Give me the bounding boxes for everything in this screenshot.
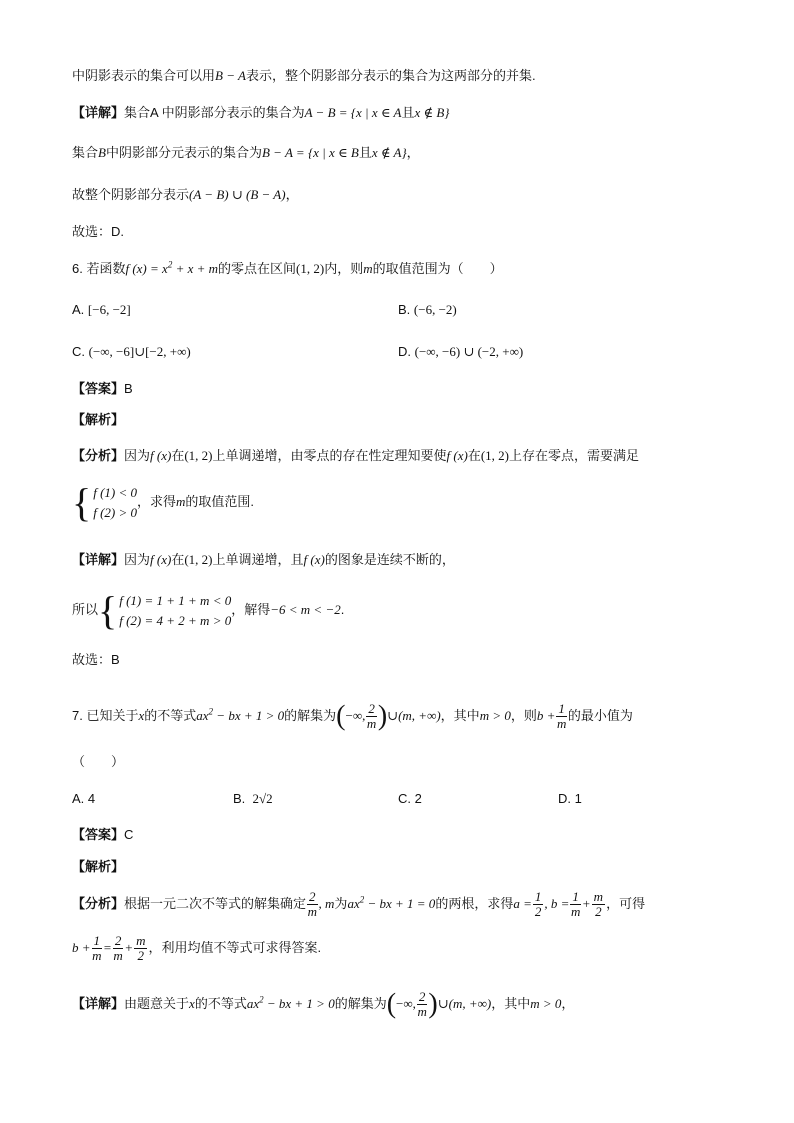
denominator: m	[556, 716, 567, 731]
analysis-tag: 【解析】	[72, 412, 125, 427]
paragraph-set-b	[72, 143, 420, 163]
answer-tag: 【答案】	[72, 381, 125, 396]
math-expression: A − B = {x | x ∈ A	[304, 105, 402, 120]
option-value: (−∞, −6) ∪ (−2, +∞)	[414, 344, 524, 359]
option-value: 2	[414, 791, 422, 806]
text: 故选：B	[72, 652, 120, 667]
numerator: 2	[309, 889, 316, 904]
paragraph-detail-set-a	[72, 103, 450, 123]
math-expression: (1, 2)	[296, 261, 325, 276]
fraction	[592, 890, 605, 919]
option-value: 4	[87, 791, 96, 806]
denominator: m	[417, 1004, 427, 1019]
paragraph-choose-d	[72, 222, 124, 242]
math-expression: x	[189, 995, 195, 1011]
exponent: 2	[167, 259, 173, 270]
text: 且	[358, 145, 372, 160]
text: 由题意关于	[124, 995, 190, 1011]
math-expression: −6 < m < −2	[270, 602, 341, 617]
text: ，其中	[491, 995, 531, 1011]
question-6-option-d	[398, 342, 523, 362]
denominator: m	[113, 948, 123, 963]
text: 集合	[72, 145, 99, 160]
question-7-fenxi-cont	[72, 934, 321, 963]
fraction	[417, 990, 428, 1019]
text: 为	[334, 895, 348, 911]
detail-tag: 【详解】	[72, 552, 125, 567]
brace-icon: {	[72, 479, 92, 525]
numerator: 1	[558, 701, 565, 716]
denominator: m	[570, 904, 581, 919]
text: ，其中	[440, 707, 480, 723]
question-6-answer	[72, 379, 133, 399]
question-7-option-c	[398, 789, 422, 809]
math-expression: −∞,	[396, 995, 416, 1011]
exponent: 2	[259, 994, 264, 1005]
text: ，	[285, 187, 299, 202]
option-label: C.	[398, 791, 411, 806]
math-expression: (1, 2)	[184, 448, 213, 463]
option-value: 1	[574, 791, 582, 806]
answer-value: C	[124, 827, 134, 842]
text: 中阴影表示的集合可以用	[72, 68, 216, 83]
question-6-fenxi	[72, 446, 639, 466]
text: ，解得	[231, 602, 271, 617]
math-expression: x	[138, 707, 145, 723]
math-expression: + x + m	[172, 261, 219, 276]
option-label: C.	[72, 344, 85, 359]
answer-tag: 【答案】	[72, 827, 125, 842]
paragraph-union-explanation	[72, 66, 536, 86]
fraction	[533, 890, 544, 919]
option-label: D.	[398, 344, 411, 359]
fraction	[92, 934, 103, 963]
text: 上单调递增，由零点的存在性定理知要使	[212, 448, 447, 463]
text: ，可得	[606, 895, 646, 911]
option-label: A.	[72, 302, 85, 317]
question-7-paren	[72, 752, 124, 772]
option-label: A.	[72, 791, 85, 806]
math-expression: f (x)	[150, 552, 172, 567]
question-7-option-b	[233, 789, 273, 809]
option-label: D.	[558, 791, 571, 806]
question-6-choose	[72, 650, 120, 670]
text: 在	[171, 448, 185, 463]
question-6-xiangjie	[72, 550, 455, 570]
paren-icon: (	[336, 700, 346, 732]
text: 上存在零点，需要满足	[509, 448, 640, 463]
fraction	[307, 890, 318, 919]
numerator: m	[136, 933, 146, 948]
question-6-analysis-heading	[72, 410, 124, 430]
math-expression: ax	[246, 995, 260, 1011]
math-expression: b +	[536, 707, 556, 723]
fraction	[556, 702, 567, 731]
math-expression: x ∉ B}	[414, 105, 450, 120]
denominator: 2	[137, 948, 145, 963]
question-7-answer	[72, 825, 133, 845]
option-value: (−6, −2)	[413, 302, 457, 317]
paren-icon: )	[377, 700, 388, 732]
question-7-analysis-heading	[72, 857, 124, 877]
text: 在	[171, 552, 185, 567]
math-expression: − bx + 1 > 0	[263, 995, 335, 1011]
text: 6. 若函数	[72, 261, 126, 276]
numerator: 1	[93, 933, 101, 948]
paragraph-whole-shadow	[72, 185, 299, 205]
text: 的解集为	[334, 995, 387, 1011]
text: 故选：D.	[72, 224, 125, 239]
math-expression: (A − B) ∪ (B − A)	[189, 187, 286, 202]
math-expression: (1, 2)	[480, 448, 510, 463]
numerator: 1	[534, 889, 542, 904]
equation-system	[119, 591, 231, 631]
equation: f (1) < 0	[93, 484, 137, 500]
text: 因为	[124, 552, 151, 567]
question-7-option-d	[558, 789, 582, 809]
option-label: B.	[398, 302, 411, 317]
math-expression: ∪	[387, 707, 399, 723]
text: 的取值范围.	[185, 494, 255, 509]
text: 的解集为	[284, 707, 337, 723]
equation: f (2) = 4 + 2 + m > 0	[119, 612, 232, 628]
option-value: 2√2	[252, 791, 273, 806]
math-expression: m > 0	[530, 995, 562, 1011]
brace-icon: {	[98, 587, 118, 633]
equation-system	[93, 483, 137, 523]
fraction	[134, 934, 147, 963]
math-expression: (m, +∞)	[398, 707, 441, 723]
question-7-stem	[72, 702, 633, 731]
text: 的不等式	[144, 707, 197, 723]
text: 因为	[124, 448, 151, 463]
question-7-option-a	[72, 789, 95, 809]
denominator: m	[366, 716, 377, 731]
detail-tag: 【详解】	[72, 105, 125, 120]
text: 的最小值为	[567, 707, 633, 723]
math-expression: B − A = {x | x ∈ B	[261, 145, 359, 160]
denominator: 2	[595, 904, 602, 919]
math-expression: ax	[196, 707, 209, 723]
fenxi-tag: 【分析】	[72, 448, 125, 463]
numerator: 2	[368, 701, 375, 716]
option-value: (−∞, −6]∪[−2, +∞)	[88, 344, 191, 359]
math-expression: (m, +∞)	[448, 995, 492, 1011]
math-expression: f (x)	[303, 552, 325, 567]
exponent: 2	[208, 706, 214, 717]
math-expression: b +	[72, 939, 91, 955]
text: 故整个阴影部分表示	[72, 187, 190, 202]
text: 内，则	[324, 261, 364, 276]
math-expression: B	[98, 145, 106, 160]
text: 上单调递增，且	[212, 552, 304, 567]
text: ，则	[510, 707, 537, 723]
question-6-system-1	[72, 479, 255, 525]
math-expression: f (x)	[446, 448, 468, 463]
exponent: 2	[359, 894, 365, 905]
math-expression: =	[103, 939, 112, 955]
fenxi-tag: 【分析】	[72, 895, 125, 911]
math-expression: x ∉ A}	[371, 145, 407, 160]
math-expression: m	[176, 494, 186, 509]
text: 7. 已知关于	[72, 707, 139, 723]
fraction	[570, 890, 581, 919]
answer-value: B	[124, 381, 133, 396]
paren-icon: (	[386, 988, 397, 1020]
question-6-stem	[72, 259, 503, 279]
option-label: B.	[233, 791, 246, 806]
math-expression: ∪	[437, 995, 449, 1011]
question-6-option-a	[72, 300, 131, 320]
denominator: m	[307, 904, 317, 919]
fraction	[113, 934, 124, 963]
text: 的取值范围为（ ）	[372, 261, 503, 276]
equation: f (1) = 1 + 1 + m < 0	[119, 592, 232, 608]
text: ，	[561, 995, 575, 1011]
text: ，求得	[137, 494, 177, 509]
question-6-system-2	[72, 587, 345, 633]
denominator: m	[92, 948, 102, 963]
question-6-option-b	[398, 300, 457, 320]
numerator: 2	[418, 989, 426, 1004]
math-expression: −∞,	[345, 707, 366, 723]
option-value: [−6, −2]	[87, 302, 131, 317]
text: 根据一元二次不等式的解集确定	[124, 895, 307, 911]
text: 的图象是连续不断的，	[324, 552, 455, 567]
question-6-option-c	[72, 342, 191, 362]
math-expression: − bx + 1 = 0	[364, 895, 436, 911]
text: 在	[467, 448, 481, 463]
text: .	[340, 602, 345, 617]
text: 集合A 中阴影部分表示的集合为	[124, 105, 305, 120]
math-expression: − bx + 1 > 0	[213, 707, 285, 723]
text: 的两根，求得	[435, 895, 514, 911]
paren-icon: )	[428, 988, 438, 1020]
fraction	[366, 702, 377, 731]
denominator: 2	[534, 904, 542, 919]
question-7-fenxi	[72, 890, 645, 919]
text: 表示，整个阴影部分表示的集合为这两部分的并集.	[245, 68, 536, 83]
text: 的零点在区间	[218, 261, 297, 276]
math-expression: +	[124, 939, 134, 955]
equation: f (2) > 0	[93, 504, 137, 520]
math-expression: m	[363, 261, 373, 276]
text: 的不等式	[194, 995, 247, 1011]
detail-tag: 【详解】	[72, 995, 125, 1011]
text: ，	[406, 145, 420, 160]
math-expression: a =	[513, 895, 532, 911]
text: 所以	[72, 602, 99, 617]
numerator: 1	[572, 889, 579, 904]
math-expression: m > 0	[479, 707, 511, 723]
text: 中阴影部分元表示的集合为	[105, 145, 262, 160]
math-expression: ax	[347, 895, 360, 911]
text: （ ）	[72, 754, 125, 769]
text: 且	[401, 105, 415, 120]
numerator: m	[593, 889, 604, 904]
math-expression: f (x) = x	[125, 261, 168, 276]
analysis-tag: 【解析】	[72, 859, 125, 874]
math-expression: (1, 2)	[184, 552, 213, 567]
math-expression: +	[581, 895, 591, 911]
math-expression: , m	[318, 895, 335, 911]
question-7-xiangjie	[72, 990, 574, 1019]
math-expression: , b =	[544, 895, 570, 911]
math-expression: f (x)	[150, 448, 172, 463]
text: ，利用均值不等式可求得答案.	[148, 939, 322, 955]
numerator: 2	[114, 933, 122, 948]
math-expression: B − A	[215, 68, 246, 83]
